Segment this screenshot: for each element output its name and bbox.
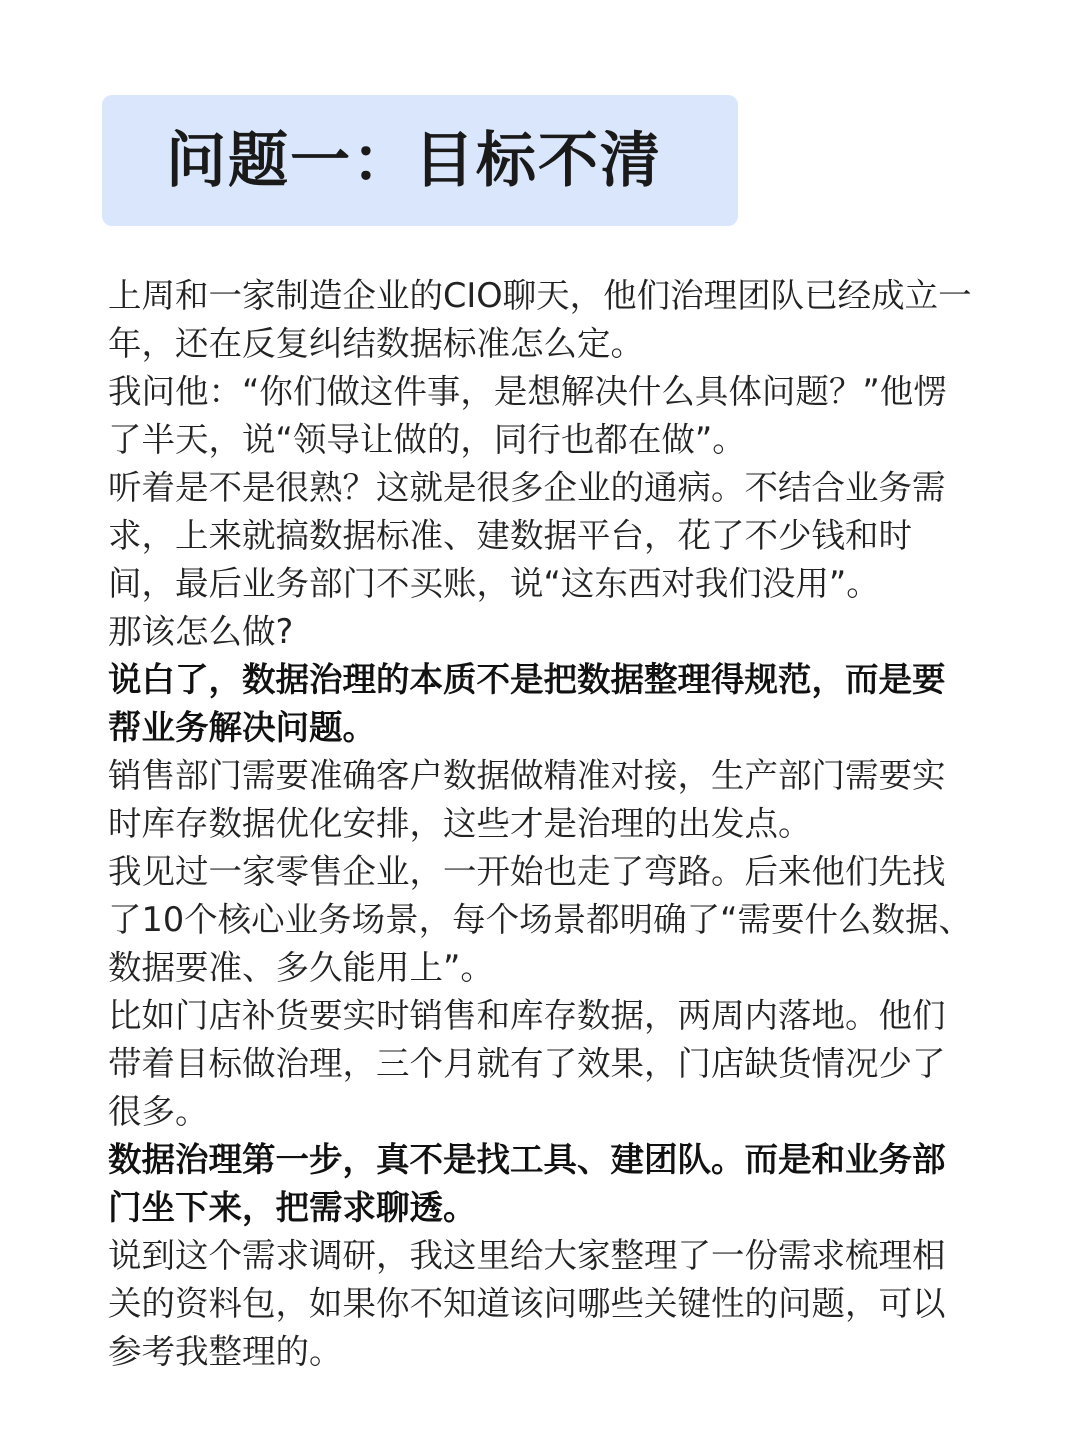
paragraph-10: 说到这个需求调研，我这里给大家整理了一份需求梳理相关的资料包，如果你不知道该问哪些关键性的问题，可以参考我整理的。	[108, 1236, 946, 1371]
paragraph-8: 比如门店补货要实时销售和库存数据，两周内落地。他们带着目标做治理，三个月就有了效果，门店缺货情况少了很多。	[108, 996, 946, 1131]
paragraph-7: 我见过一家零售企业，一开始也走了弯路。后来他们先找了10个核心业务场景，每个场景都明确了“需要什么数据、数据要准、多久能用上”。	[108, 852, 972, 987]
paragraph-9-highlight: 数据治理第一步，真不是找工具、建团队。而是和业务部门坐下来，把需求聊透。	[108, 1140, 946, 1227]
article-body	[108, 272, 978, 1376]
paragraph-6: 销售部门需要准确客户数据做精准对接，生产部门需要实时库存数据优化安排，这些才是治理的出发点。	[108, 756, 946, 843]
paragraph-5-highlight: 说白了，数据治理的本质不是把数据整理得规范，而是要帮业务解决问题。	[108, 660, 946, 747]
paragraph-2: 我问他：“你们做这件事，是想解决什么具体问题？”他愣了半天，说“领导让做的，同行也都在做”。	[108, 372, 947, 459]
title-banner	[102, 95, 738, 226]
paragraph-3: 听着是不是很熟？这就是很多企业的通病。不结合业务需求，上来就搞数据标准、建数据平台，花了不少钱和时间，最后业务部门不买账，说“这东西对我们没用”。	[108, 468, 946, 603]
paragraph-4: 那该怎么做?	[108, 612, 294, 651]
page-title: 问题一：目标不清	[166, 125, 662, 196]
paragraph-1: 上周和一家制造企业的CIO聊天，他们治理团队已经成立一年，还在反复纠结数据标准怎么定。	[108, 276, 972, 363]
